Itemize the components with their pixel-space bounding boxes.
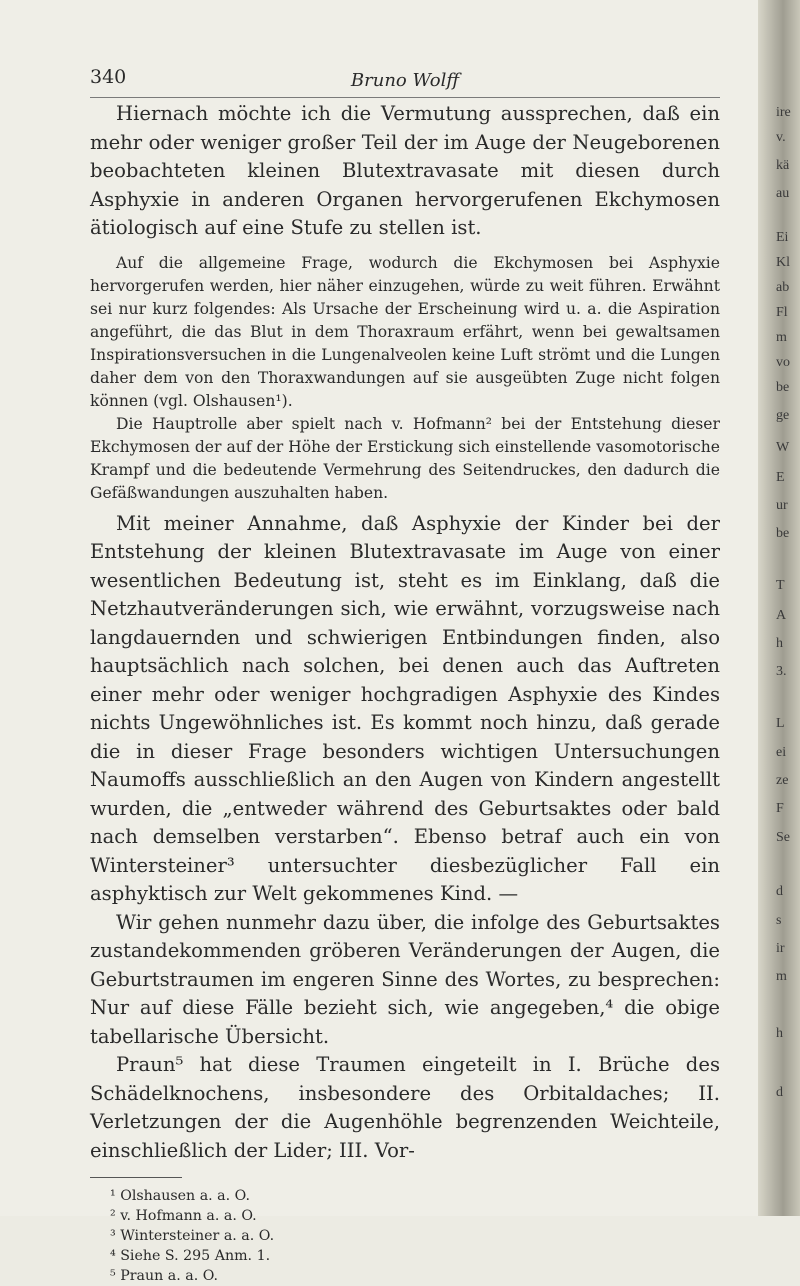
page-header [90, 66, 720, 96]
edge-fragment: d [776, 1085, 783, 1100]
page-body [90, 100, 720, 1286]
edge-fragment: kä [776, 158, 790, 173]
footnote-separator [90, 1177, 182, 1178]
edge-fragment: ge [776, 408, 790, 423]
edge-fragment: h [776, 1026, 783, 1041]
edge-fragment: 3. [776, 664, 787, 679]
paragraph-5: Wir gehen nunmehr dazu über, die infolge des Geburtsaktes zustandekommenden gröberen Veränderungen der Augen, die Geburtstraumen im engeren Sinne des Wortes, zu besprechen: Nur auf diese Fälle bezieht sich, wie angegeben,⁴ die obige tabellarische Übersicht. [90, 910, 720, 1048]
edge-fragment: ze [776, 773, 789, 788]
edge-fragment: ab [776, 280, 790, 295]
running-head: Bruno Wolff [350, 70, 460, 91]
page-number: 340 [90, 66, 127, 88]
paragraph-1: Hiernach möchte ich die Vermutung aussprechen, daß ein mehr oder weniger großer Teil der im Auge der Neugeborenen beobachteten kleinen Blutextravasate mit diesen durch Asphyxie in anderen Organen hervorgerufenen Ekchymosen ätiologisch auf eine Stufe zu stellen ist. [90, 102, 720, 239]
edge-fragment: A [776, 608, 787, 623]
edge-fragment: Kl [776, 255, 790, 270]
edge-fragment: m [776, 330, 787, 345]
edge-fragment: m [776, 969, 787, 984]
edge-fragment: vo [776, 355, 790, 370]
paragraph-2: Auf die allgemeine Frage, wodurch die Ekchymosen bei Asphyxie hervorgerufen werden, hier näher einzugehen, würde zu weit führen. Erwähnt sei nur kurz folgendes: Als Ursache der Erscheinung wird u. a. die Aspiration angeführt, die das Blut in dem Thoraxraum erfährt, wenn bei gewaltsamen Inspirationsversuchen in die Lungenalveolen keine Luft strömt und die Lungen daher dem von den Thoraxwandungen auf sie ausgeübten Zuge nicht folgen können (vgl. Olshausen¹). [90, 253, 720, 410]
edge-fragment: ur [776, 498, 788, 513]
edge-fragment: W [776, 440, 790, 455]
edge-fragment: F [776, 801, 784, 816]
footnote-5: ⁵ Praun a. a. O. [110, 1268, 219, 1284]
footnote-2: ² v. Hofmann a. a. O. [110, 1208, 257, 1224]
edge-fragment: be [776, 526, 790, 541]
edge-fragment: E [776, 470, 785, 485]
edge-fragment: h [776, 636, 783, 651]
edge-fragment: d [776, 884, 783, 899]
footnote-4: ⁴ Siehe S. 295 Anm. 1. [110, 1248, 271, 1264]
edge-fragment: T [776, 578, 785, 593]
paragraph-6: Praun⁵ hat diese Traumen eingeteilt in I. Brüche des Schädelknochens, insbesondere des Orbitaldaches; II. Verletzungen der die Augenhöhle begrenzenden Weichteile, einschließlich der Lider; III. Vor- [90, 1053, 720, 1162]
edge-fragment: v. [776, 130, 786, 145]
edge-fragment: ire [776, 105, 791, 120]
edge-fragment: Se [776, 830, 790, 845]
edge-fragment: L [776, 716, 785, 731]
edge-fragment: au [776, 186, 790, 201]
adjacent-page-edge [758, 0, 800, 1216]
footnote-3: ³ Wintersteiner a. a. O. [110, 1228, 275, 1244]
edge-fragment: Ei [776, 230, 789, 245]
footnote-1: ¹ Olshausen a. a. O. [110, 1188, 250, 1204]
edge-fragment: ei [776, 745, 787, 760]
header-rule [90, 97, 720, 98]
edge-fragment: ir [776, 941, 785, 956]
edge-fragment: be [776, 380, 790, 395]
paragraph-4: Mit meiner Annahme, daß Asphyxie der Kinder bei der Entstehung der kleinen Blutextravasate im Auge von einer wesentlichen Bedeutung ist, steht es im Einklang, daß die Netzhautveränderungen sich, wie erwähnt, vorzugsweise nach langdauernden und schwierigen Entbindungen finden, also hauptsächlich nach solchen, bei denen auch das Auftreten einer mehr oder weniger hochgradigen Asphyxie des Kindes nichts Ungewöhnliches ist. Es kommt noch hinzu, daß gerade die in dieser Frage besonders wichtigen Untersuchungen Naumoffs ausschließlich an den Augen von Kindern angestellt wurden, die „entweder während des Geburtsaktes oder bald nach demselben verstarben“. Ebenso betraf auch ein von Wintersteiner³ untersuchter diesbezüglicher Fall ein asphyktisch zur Welt gekommenes Kind. — [90, 511, 720, 905]
edge-fragment: Fl [776, 305, 788, 320]
paragraph-3: Die Hauptrolle aber spielt nach v. Hofmann² bei der Entstehung dieser Ekchymosen der auf der Höhe der Erstickung sich einstellende vasomotorische Krampf und die bedeutende Vermehrung des Seitendruckes, den dadurch die Gefäßwandungen auszuhalten haben. [90, 414, 720, 502]
edge-fragment: s [776, 913, 782, 928]
